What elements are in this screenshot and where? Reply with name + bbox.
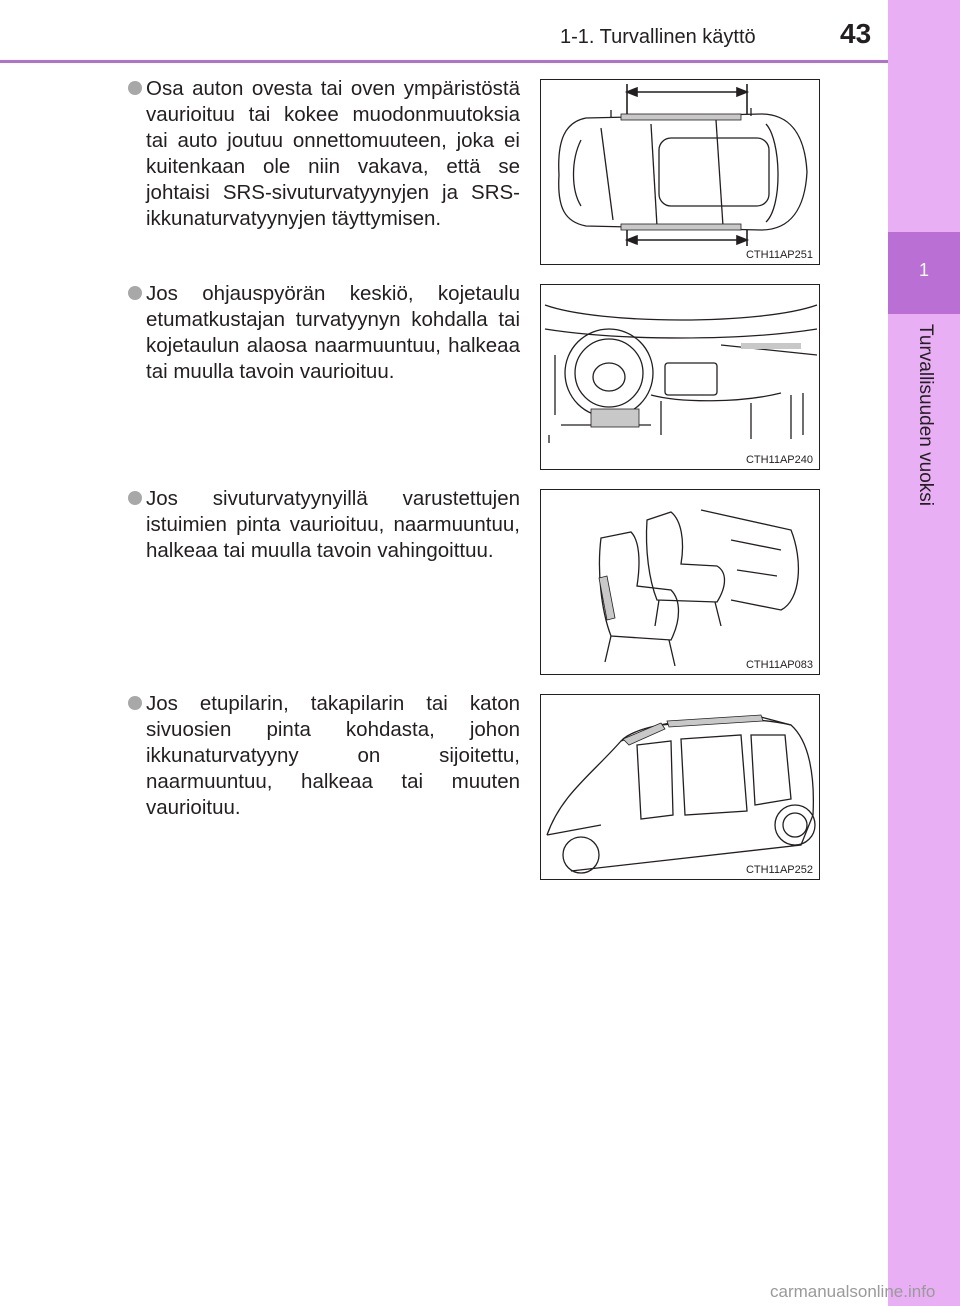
bullet-icon	[128, 696, 142, 710]
chapter-number: 1	[918, 260, 929, 280]
list-item	[128, 281, 520, 385]
list-item	[128, 76, 520, 232]
car-side-view-illustration	[541, 695, 819, 879]
figure-code: CTH11AP251	[745, 249, 813, 261]
item-text: Jos ohjauspyörän keskiö, kojetaulu etumatkustajan turvatyynyn kohdalla tai kojetaulun alaosa naarmuuntuu, halkeaa tai muulla tavoin vaurioituu.	[146, 282, 520, 383]
running-title: 1-1. Turvallinen käyttö	[560, 26, 756, 48]
list-item	[128, 486, 520, 564]
car-top-view-illustration	[541, 80, 819, 264]
bullet-icon	[128, 81, 142, 95]
page-number: 43	[840, 18, 872, 49]
side-tab	[888, 0, 960, 1306]
dashboard-illustration	[541, 285, 819, 469]
bullet-icon	[128, 286, 142, 300]
figure-code: CTH11AP240	[745, 454, 813, 466]
figure-car-side-view	[540, 694, 820, 880]
item-text: Osa auton ovesta tai oven ympäristöstä vaurioituu tai kokee muodonmuutoksia tai auto joutuu onnettomuuteen, joka ei kuitenkaan ole niin vakava, että se johtaisi SRS-sivuturvatyynyjen ja SRS-ikkunaturvatyynyjen täyttymisen.	[146, 77, 520, 230]
figure-dashboard	[540, 284, 820, 470]
figure-code: CTH11AP083	[745, 659, 813, 671]
header-rule	[0, 60, 888, 63]
figure-car-top-view	[540, 79, 820, 265]
watermark: carmanualsonline.info	[770, 1282, 936, 1301]
item-text: Jos sivuturvatyynyillä varustettujen istuimien pinta vaurioituu, naarmuuntuu, halkeaa tai muulla tavoin vahingoittuu.	[146, 487, 520, 562]
seats-illustration	[541, 490, 819, 674]
chapter-title: Turvallisuuden vuoksi	[915, 324, 936, 506]
list-item	[128, 691, 520, 821]
bullet-icon	[128, 491, 142, 505]
figure-seats	[540, 489, 820, 675]
figure-code: CTH11AP252	[745, 864, 813, 876]
item-text: Jos etupilarin, takapilarin tai katon sivuosien pinta kohdasta, johon ikkunaturvatyyny on sijoitettu, naarmuuntuu, halkeaa tai muuten vaurioituu.	[146, 692, 520, 819]
